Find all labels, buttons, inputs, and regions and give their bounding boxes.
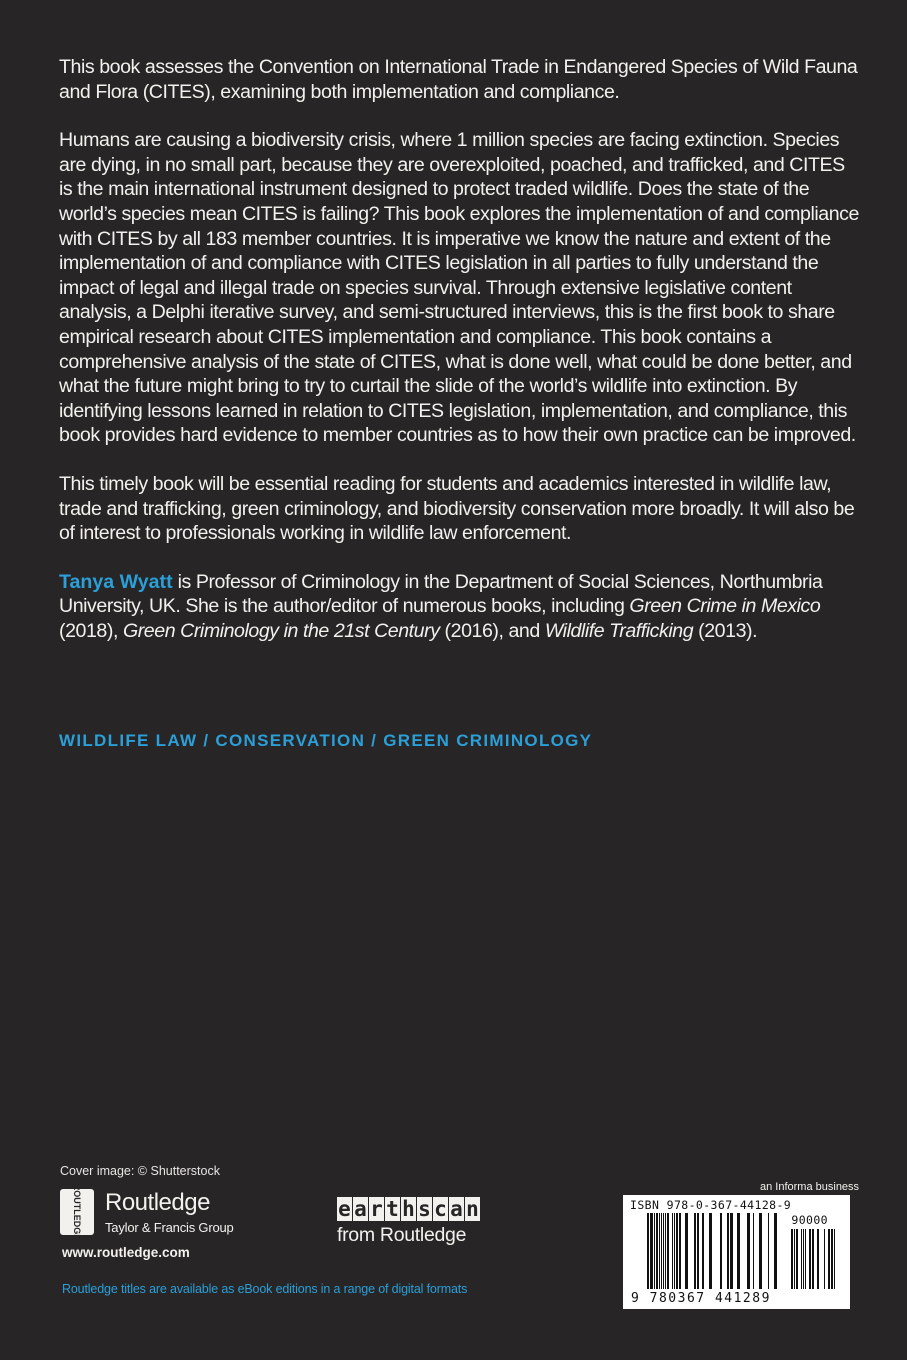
barcode-bar xyxy=(663,1213,664,1289)
addon-bar xyxy=(803,1229,804,1289)
barcode-bar xyxy=(656,1213,658,1289)
barcode-bar xyxy=(650,1213,653,1289)
earthscan-letter: s xyxy=(418,1197,431,1221)
barcode-bar xyxy=(702,1213,704,1289)
bio-text-1: is Professor of Criminology in the Department of Social Sciences, Northumbria University, UK. She is the author/editor of numerous books, including xyxy=(59,570,823,618)
barcode-bar xyxy=(676,1213,678,1289)
bio-book-3: Wildlife Trafficking xyxy=(544,619,694,642)
barcode-bar xyxy=(674,1213,675,1289)
earthscan-letter: r xyxy=(370,1197,383,1221)
isbn-barcode xyxy=(623,1195,850,1309)
addon-bar xyxy=(801,1229,802,1289)
audience-paragraph: This timely book will be essential reading for students and academics interested in wildlife law, trade and trafficking, green criminology, and biodiversity conservation more broadly. It will also be of interest to professionals working in wildlife law enforcement. xyxy=(59,472,855,545)
publisher-group: Taylor & Francis Group xyxy=(105,1220,234,1235)
ebook-note: Routledge titles are available as eBook editions in a range of digital formats xyxy=(62,1282,468,1296)
barcode-bar xyxy=(753,1213,754,1289)
barcode-bar xyxy=(697,1213,699,1289)
barcode-bar xyxy=(709,1213,712,1289)
addon-bar xyxy=(824,1229,825,1289)
earthscan-letter: a xyxy=(354,1197,367,1221)
addon-bar xyxy=(817,1229,819,1289)
publisher-name: Routledge xyxy=(105,1189,210,1216)
barcode-bar xyxy=(685,1213,688,1289)
publisher-url: www.routledge.com xyxy=(62,1245,190,1260)
earthscan-letter: n xyxy=(466,1197,479,1221)
barcode-bar xyxy=(654,1213,655,1289)
addon-bar xyxy=(791,1229,793,1289)
barcode-bar xyxy=(730,1213,733,1289)
bio-text-2: (2018), xyxy=(59,619,123,642)
intro-paragraph: This book assesses the Convention on International Trade in Endangered Species of Wild Fauna and Flora (CITES), examining both implementation and compliance. xyxy=(59,56,858,103)
isbn-text: ISBN 978-0-367-44128-9 xyxy=(630,1198,792,1212)
author-bio xyxy=(59,570,859,644)
barcode-bar xyxy=(667,1213,669,1289)
routledge-mark-text: ROUTLEDGE xyxy=(72,1183,82,1241)
barcode-bar xyxy=(661,1213,662,1289)
addon-bar xyxy=(831,1229,833,1289)
barcode-bar xyxy=(679,1213,681,1289)
earthscan-letter: c xyxy=(434,1197,447,1221)
bio-text-4: (2013). xyxy=(693,619,758,642)
barcode-bar xyxy=(737,1213,740,1289)
addon-bar xyxy=(794,1229,795,1289)
addon-bar xyxy=(796,1229,798,1289)
earthscan-wordmark xyxy=(337,1197,481,1221)
barcode-bar xyxy=(727,1213,729,1289)
earthscan-letter: t xyxy=(386,1197,399,1221)
body-paragraph: Humans are causing a biodiversity crisis, where 1 million species are facing extinction. Species are dying, in no small part, because they are overexploited, poached, and trafficked, and CITES is the main international instrument designed to protect traded wildlife. Does the state of the world’s species mean CITES is failing? This book explores the implementation of and compliance with CITES by all 183 member countries. It is imperative we know the nature and extent of the implementation of and compliance with CITES legislation in all parties to fully understand the impact of legal and illegal trade on species survival. Through extensive legislative content analysis, a Delphi iterative survey, and semi-structured interviews, this is the first book to share empirical research about CITES implementation and compliance. This book contains a comprehensive analysis of the state of CITES, what is done well, what could be done better, and what the future might bring to try to curtail the slide of the world’s wildlife into extinction. By identifying lessons learned in relation to CITES legislation, implementation, and compliance, this book provides hard evidence to member countries as to how their own practice can be improved. xyxy=(59,129,859,447)
addon-bar xyxy=(834,1229,835,1289)
barcode-bar xyxy=(774,1213,777,1289)
addon-bar xyxy=(809,1229,811,1289)
back-cover-text xyxy=(59,55,859,667)
barcode-bar xyxy=(759,1213,762,1289)
routledge-logo xyxy=(60,1183,260,1241)
bio-book-2: Green Criminology in the 21st Century xyxy=(122,619,440,642)
barcode-bar xyxy=(747,1213,750,1289)
price-code: 90000 xyxy=(791,1213,828,1227)
barcode-bar xyxy=(659,1213,660,1289)
barcode-bar xyxy=(720,1213,722,1289)
addon-bar xyxy=(805,1229,806,1289)
cover-credit: Cover image: © Shutterstock xyxy=(60,1164,220,1178)
ean-digits: 9 780367 441289 xyxy=(631,1291,771,1306)
barcode-bar xyxy=(694,1213,696,1289)
earthscan-logo xyxy=(337,1197,481,1247)
barcode-bar xyxy=(768,1213,769,1289)
routledge-mark-icon xyxy=(60,1183,94,1241)
addon-bar xyxy=(812,1229,814,1289)
bio-text-3: (2016), and xyxy=(439,619,545,642)
author-name: Tanya Wyatt xyxy=(59,570,173,593)
informa-tagline: an Informa business xyxy=(760,1181,860,1193)
bio-book-1: Green Crime in Mexico xyxy=(629,595,821,618)
earthscan-letter: h xyxy=(402,1197,415,1221)
subject-categories: WILDLIFE LAW / CONSERVATION / GREEN CRIMINOLOGY xyxy=(59,731,593,750)
barcode-bar xyxy=(647,1213,649,1289)
earthscan-letter: e xyxy=(338,1197,351,1221)
earthscan-sub: from Routledge xyxy=(337,1224,467,1246)
barcode-bar xyxy=(665,1213,666,1289)
addon-bar xyxy=(828,1229,830,1289)
earthscan-letter: a xyxy=(450,1197,463,1221)
barcode-bar xyxy=(672,1213,673,1289)
